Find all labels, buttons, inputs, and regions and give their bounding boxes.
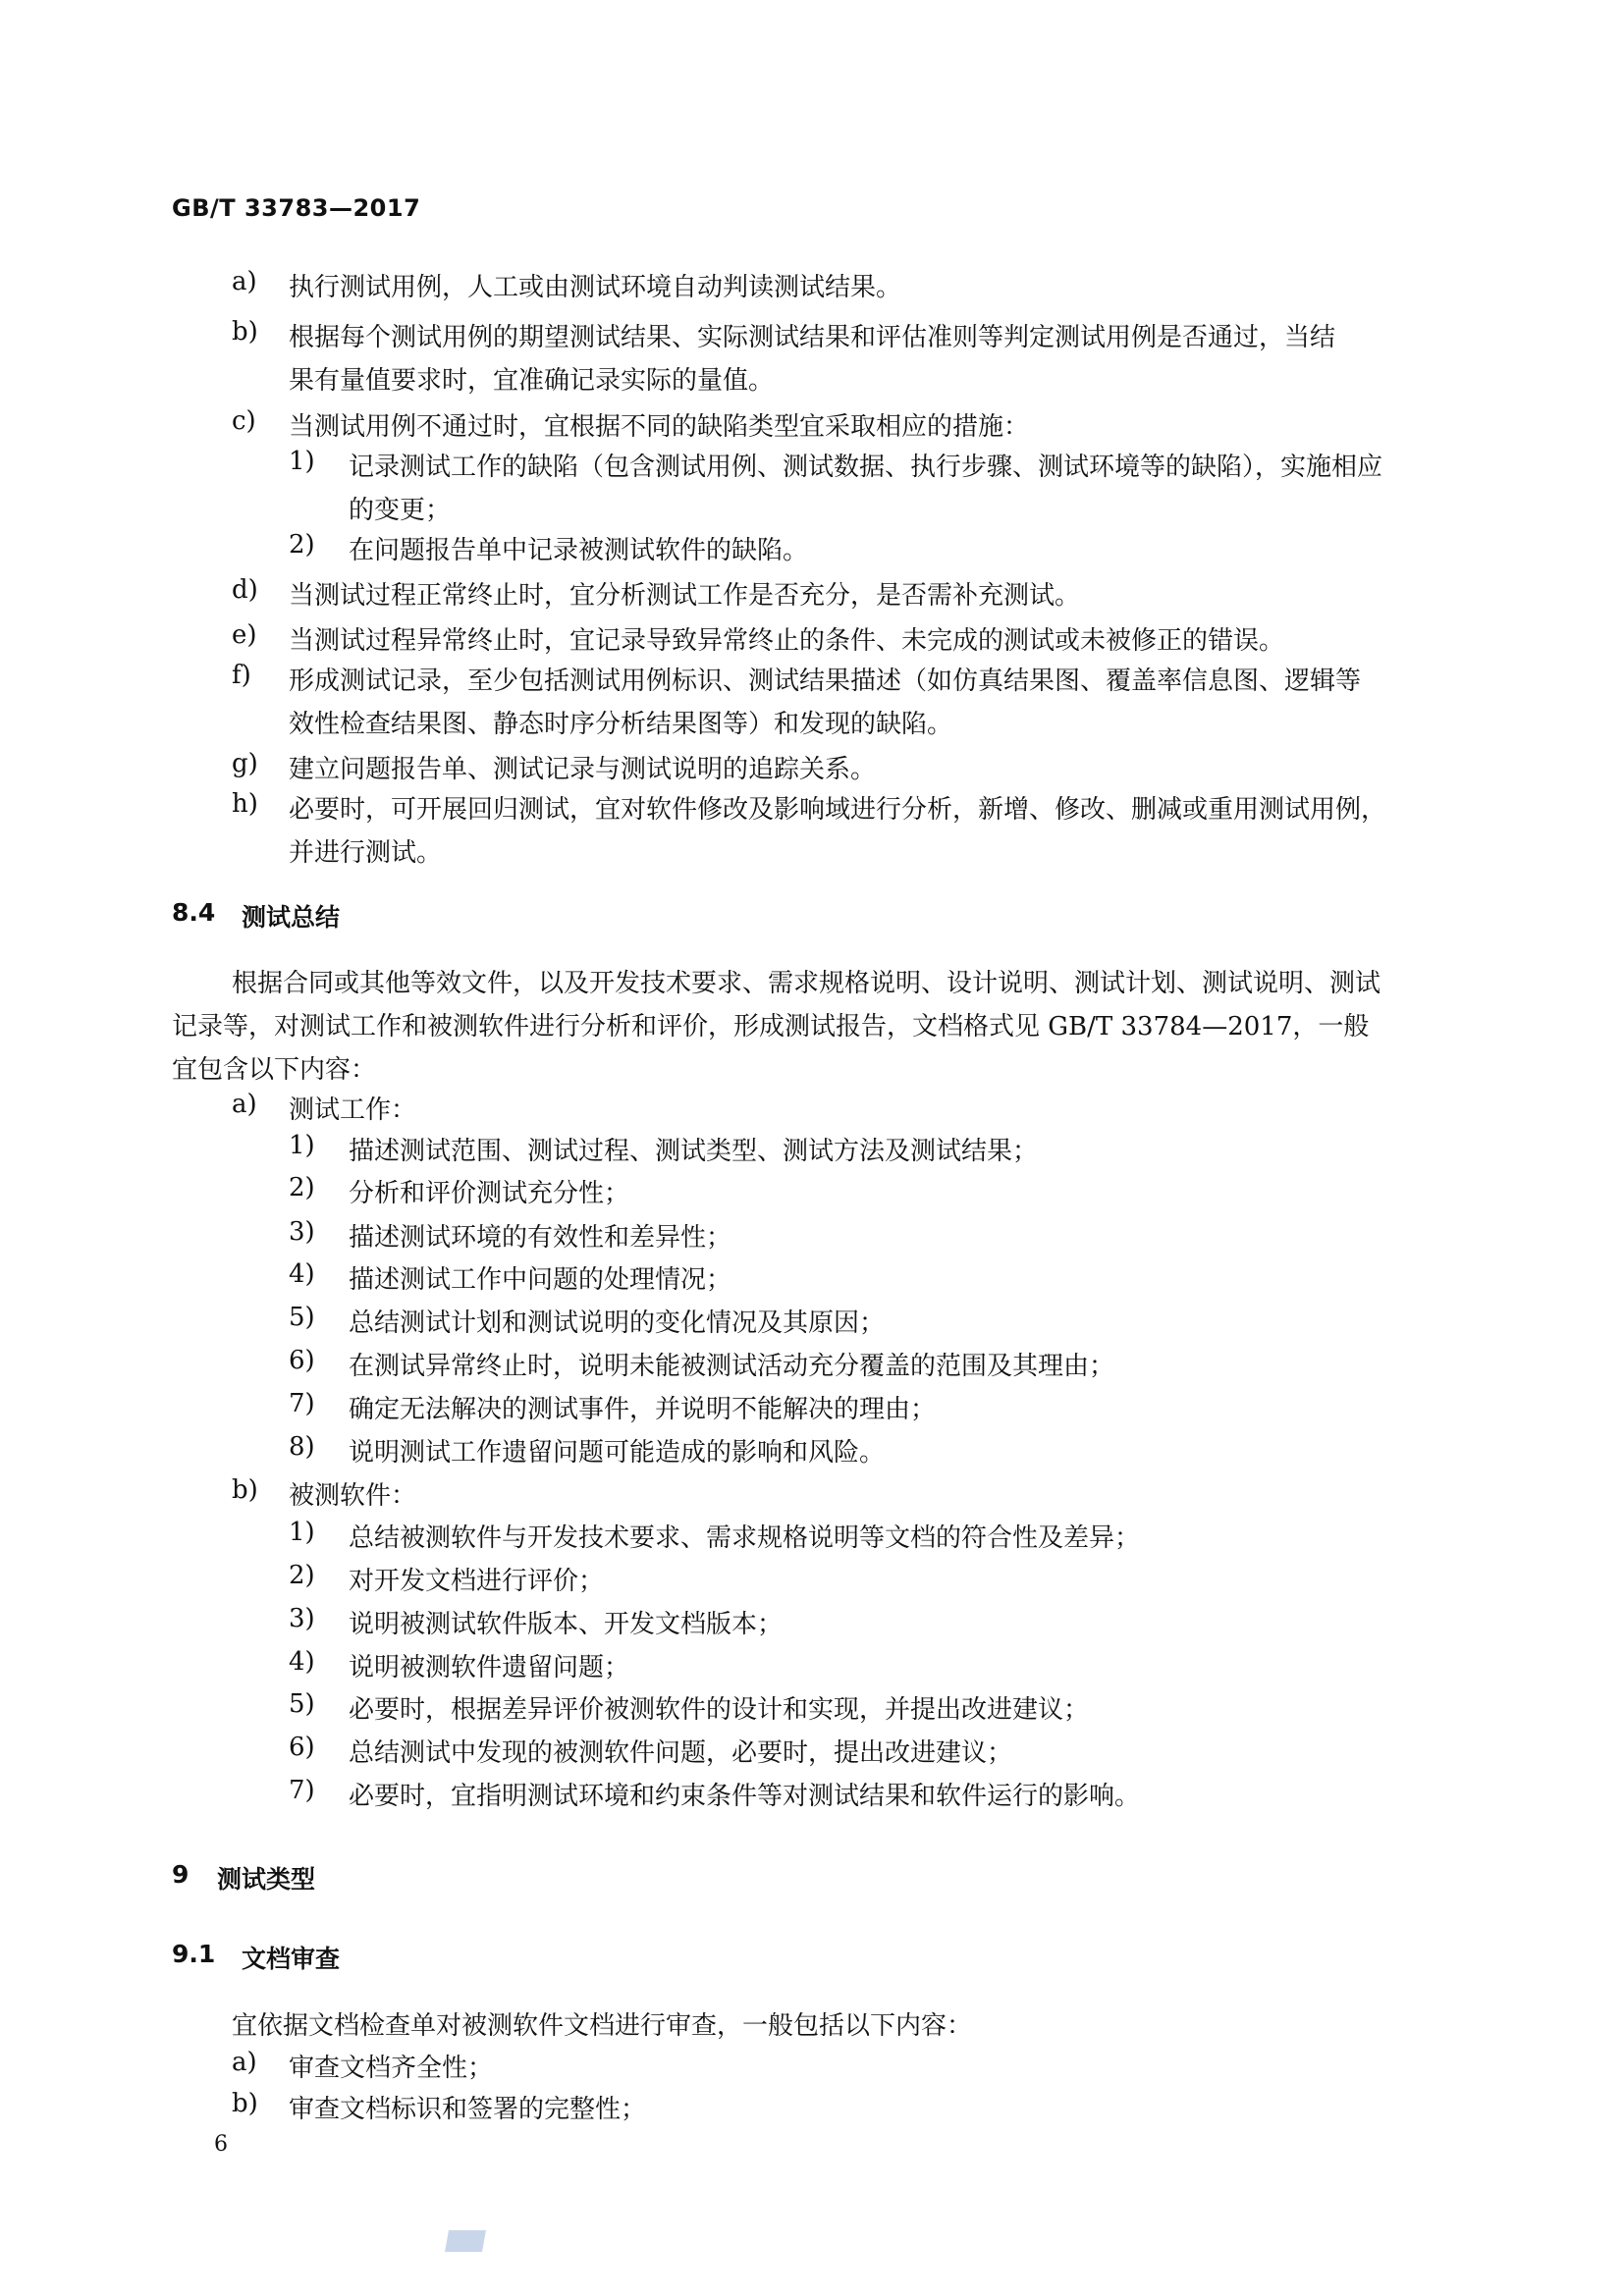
document-code-header: GB/T 33783—2017 [172, 194, 421, 222]
section-number: 9.1 [172, 1940, 216, 1968]
list-text: 说明被测软件遗留问题； [349, 1653, 630, 1682]
list-label: d) [232, 575, 258, 605]
list-text: 总结测试计划和测试说明的变化情况及其原因； [349, 1308, 886, 1338]
page-number: 6 [214, 2132, 228, 2157]
list-text: 必要时，宜指明测试环境和约束条件等对测试结果和软件运行的影响。 [349, 1782, 1141, 1811]
list-label: 6) [289, 1346, 315, 1375]
list-text: 对开发文档进行评价； [349, 1567, 605, 1596]
list-label: 6) [289, 1733, 315, 1762]
list-text: 审查文档齐全性； [289, 2054, 494, 2083]
list-text: 说明测试工作遗留问题可能造成的影响和风险。 [349, 1438, 886, 1468]
list-text: 总结被测软件与开发技术要求、需求规格说明等文档的符合性及差异； [349, 1523, 1141, 1553]
watermark-icon [443, 2228, 488, 2254]
list-label: e) [232, 620, 257, 650]
list-label: 1) [289, 1131, 315, 1160]
list-label: 2) [289, 1173, 315, 1202]
list-label: 1) [289, 1518, 315, 1547]
list-label: 7) [289, 1389, 315, 1418]
list-label: 4) [289, 1647, 315, 1677]
list-text: 形成测试记录，至少包括测试用例标识、测试结果描述（如仿真结果图、覆盖率信息图、逻辑等 [289, 667, 1362, 696]
list-text: 描述测试环境的有效性和差异性； [349, 1223, 732, 1253]
list-label: b) [232, 317, 258, 347]
list-text: 当测试过程异常终止时，宜记录导致异常终止的条件、未完成的测试或未被修正的错误。 [289, 626, 1285, 656]
publisher-watermark-logo [443, 2228, 488, 2254]
list-label: a) [232, 267, 257, 296]
paragraph-line: 根据合同或其他等效文件，以及开发技术要求、需求规格说明、设计说明、测试计划、测试说明、测试 [232, 969, 1381, 998]
list-text: 记录测试工作的缺陷（包含测试用例、测试数据、执行步骤、测试环境等的缺陷），实施相应 [349, 453, 1383, 482]
list-text-continued: 果有量值要求时，宜准确记录实际的量值。 [289, 366, 775, 396]
list-text: 建立问题报告单、测试记录与测试说明的追踪关系。 [289, 755, 877, 784]
list-text: 必要时，根据差异评价被测软件的设计和实现，并提出改进建议； [349, 1695, 1090, 1725]
list-text: 根据每个测试用例的期望测试结果、实际测试结果和评估准则等判定测试用例是否通过，当结 [289, 323, 1336, 352]
chapter-title: 测试类型 [217, 1865, 316, 1894]
list-text: 描述测试范围、测试过程、测试类型、测试方法及测试结果； [349, 1137, 1039, 1166]
list-label: g) [232, 749, 258, 778]
paragraph-line: 记录等，对测试工作和被测软件进行分析和评价，形成测试报告，文档格式见 GB/T 33784—2017，一般 [172, 1012, 1370, 1041]
list-text: 总结测试中发现的被测软件问题，必要时，提出改进建议； [349, 1738, 1013, 1768]
list-label: 3) [289, 1604, 315, 1633]
list-text: 测试工作： [289, 1095, 417, 1125]
list-text-continued: 效性检查结果图、静态时序分析结果图等）和发现的缺陷。 [289, 710, 953, 739]
paragraph-line: 宜依据文档检查单对被测软件文档进行审查，一般包括以下内容： [232, 2011, 973, 2041]
list-text-continued: 并进行测试。 [289, 838, 443, 868]
list-label: b) [232, 1475, 258, 1505]
list-text: 分析和评价测试充分性； [349, 1179, 630, 1208]
chapter-number: 9 [172, 1860, 189, 1889]
list-text: 在问题报告单中记录被测试软件的缺陷。 [349, 536, 809, 565]
list-text: 说明被测试软件版本、开发文档版本； [349, 1610, 784, 1639]
list-text: 确定无法解决的测试事件，并说明不能解决的理由； [349, 1395, 937, 1424]
list-text: 当测试用例不通过时，宜根据不同的缺陷类型宜采取相应的措施： [289, 412, 1030, 442]
list-label: 3) [289, 1217, 315, 1247]
paragraph-line: 宜包含以下内容： [172, 1055, 377, 1085]
list-label: 1) [289, 447, 315, 476]
list-label: 8) [289, 1432, 315, 1462]
list-label: 2) [289, 1561, 315, 1590]
list-text: 审查文档标识和签署的完整性； [289, 2095, 647, 2124]
list-text: 在测试异常终止时，说明未能被测试活动充分覆盖的范围及其理由； [349, 1352, 1115, 1381]
section-title: 测试总结 [242, 903, 341, 932]
list-label: a) [232, 1090, 257, 1119]
list-text: 描述测试工作中问题的处理情况； [349, 1265, 732, 1295]
list-label: 5) [289, 1689, 315, 1719]
list-label: 2) [289, 530, 315, 560]
list-label: 5) [289, 1303, 315, 1332]
list-label: b) [232, 2089, 258, 2118]
list-text-continued: 的变更； [349, 496, 452, 525]
list-label: f) [232, 661, 251, 690]
list-label: h) [232, 789, 258, 819]
list-label: c) [232, 406, 256, 436]
list-text: 执行测试用例，人工或由测试环境自动判读测试结果。 [289, 273, 902, 302]
list-label: 4) [289, 1259, 315, 1289]
list-text: 被测软件： [289, 1481, 417, 1511]
section-number: 8.4 [172, 898, 216, 927]
list-label: a) [232, 2048, 257, 2077]
list-text: 必要时，可开展回归测试，宜对软件修改及影响域进行分析，新增、修改、删减或重用测试用例， [289, 795, 1387, 825]
list-text: 当测试过程正常终止时，宜分析测试工作是否充分，是否需补充测试。 [289, 581, 1081, 611]
list-label: 7) [289, 1776, 315, 1805]
section-title: 文档审查 [242, 1945, 341, 1973]
